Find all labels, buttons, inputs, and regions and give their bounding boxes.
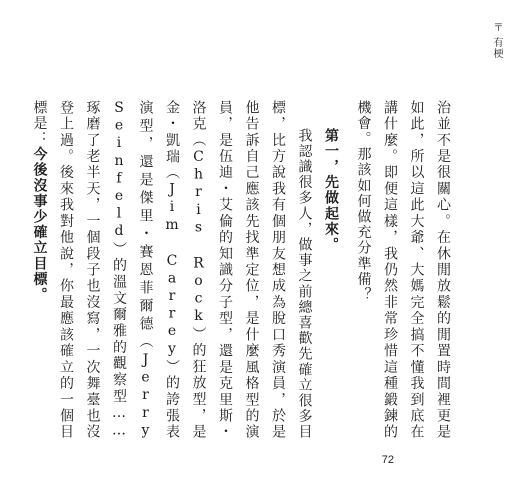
running-header: 〒 有梗	[491, 22, 502, 60]
paragraph-3-bold-end: 今後沒事少確立目標。	[31, 146, 48, 303]
paragraph-heading-first	[318, 100, 345, 440]
paragraph-3-text: 我認識很多人，做事之前總喜歡先確立很多目標，比方說我有個朋友想成為脫口秀演員，於是他告訴自己應該先找準定位，是什麼風格型的演員，是伍迪・艾倫的知識分子型，還是克里斯・洛克（Chris Rock）的狂放型，是金・凱瑞（Jim Carrey）的誇張表演型，還是傑里・賽恩菲爾德（Jerry Seinfeld）的溫文爾雅的觀察型……琢磨了老半天，一個段子也沒寫，一次舞臺也沒登上過。後來我對他說，你最應該確立的一個目標是：	[31, 100, 313, 440]
heading-first: 第一，先做起來。	[323, 128, 339, 253]
paragraph-1: 治並不是很關心。在休閒放鬆的閒置時間裡更是如此，所以這此大爺、大媽完全搞不懂我到底在講什麼。即便這樣，我仍然非常珍惜這種鍛鍊的機會。那該如何做充分準備？	[355, 100, 451, 440]
body-text	[26, 100, 456, 440]
paragraph-3	[26, 100, 318, 440]
page-number: 72	[381, 454, 394, 466]
